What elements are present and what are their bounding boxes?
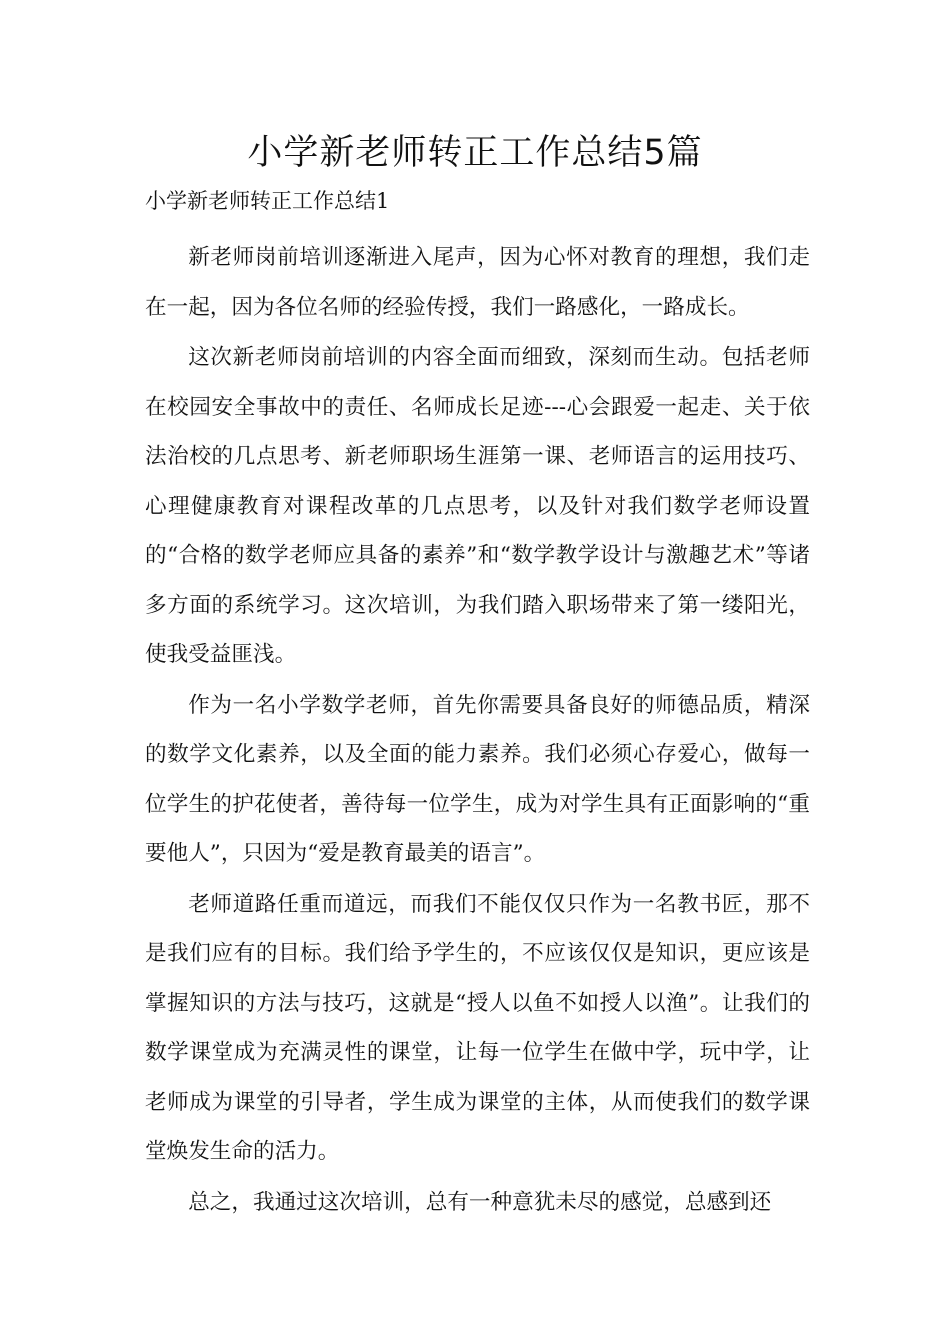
paragraph-3: 作为一名小学数学老师，首先你需要具备良好的师德品质，精深的数学文化素养，以及全面的能力素养。我们必须心存爱心，做每一位学生的护花使者，善待每一位学生，成为对学生具有正面影响的“重要他人”，只因为“爱是教育最美的语言”。	[145, 692, 810, 866]
paragraph-4: 老师道路任重而道远，而我们不能仅仅只作为一名教书匠，那不是我们应有的目标。我们给予学生的，不应该仅仅是知识，更应该是掌握知识的方法与技巧，这就是“授人以鱼不如授人以渔”。让我们的数学课堂成为充满灵性的课堂，让每一位学生在做中学，玩中学，让老师成为课堂的引导者，学生成为课堂的主体，从而使我们的数学课堂焕发生命的活力。	[145, 891, 810, 1164]
paragraph-1: 新老师岗前培训逐渐进入尾声，因为心怀对教育的理想，我们走在一起，因为各位名师的经验传授，我们一路感化，一路成长。	[145, 245, 810, 320]
document-title: 小学新老师转正工作总结5篇	[247, 133, 703, 173]
paragraph-2: 这次新老师岗前培训的内容全面而细致，深刻而生动。包括老师在校园安全事故中的责任、名师成长足迹---心会跟爱一起走、关于依法治校的几点思考、新老师职场生涯第一课、老师语言的运用技巧、心理健康教育对课程改革的几点思考，以及针对我们数学老师设置的“合格的数学老师应具备的素养”和“数学教学设计与激趣艺术”等诸多方面的系统学习。这次培训，为我们踏入职场带来了第一缕阳光，使我受益匪浅。	[145, 345, 810, 667]
section-heading: 小学新老师转正工作总结1	[145, 189, 390, 213]
document-body	[145, 233, 810, 1228]
paragraph-5: 总之，我通过这次培训，总有一种意犹未尽的感觉，总感到还	[188, 1189, 772, 1215]
